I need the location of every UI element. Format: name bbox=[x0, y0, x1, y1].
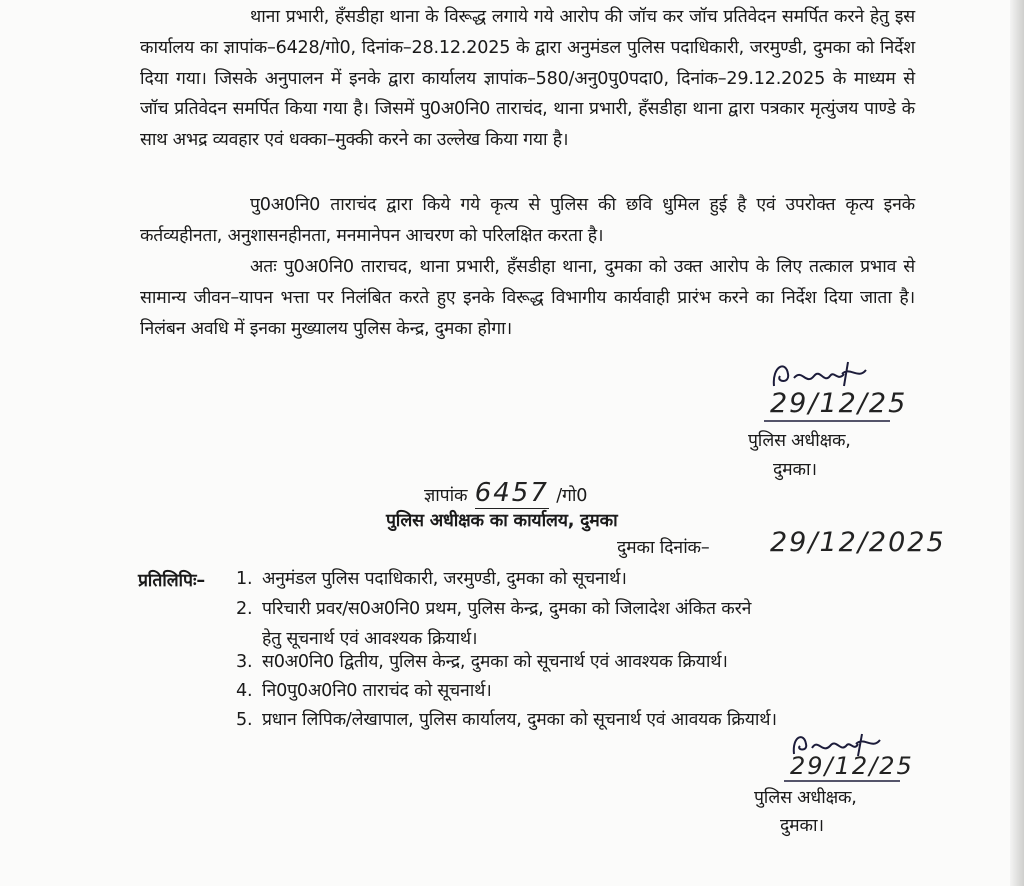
signature-date: 29/12/25 bbox=[790, 752, 914, 780]
memo-number-line bbox=[424, 478, 587, 509]
list-item: 1. अनुमंडल पुलिस पदाधिकारी, जरमुण्डी, दुमका को सूचनार्थ। bbox=[236, 569, 627, 589]
list-item: 3. स0अ0नि0 द्वितीय, पुलिस केन्द्र, दुमका को सूचनार्थ एवं आवश्यक क्रियार्थ। bbox=[236, 652, 728, 672]
list-item: 2. परिचारी प्रवर/स0अ0नि0 प्रथम, पुलिस केन्द्र, दुमका को जिलादेश अंकित करने हेतु सूचनार्थ एवं आवश्यक क्रियार्थ। bbox=[236, 599, 752, 649]
signature-scribble bbox=[768, 356, 878, 392]
paragraph-3: अतः पु0अ0नि0 ताराचद, थाना प्रभारी, हँसडीहा थाना, दुमका को उक्त आरोप के लिए तत्काल प्रभाव से सामान्य जीवन–यापन भत्ता पर निलंबित करते हुए इनके विरूद्ध विभागीय कार्यवाही प्रारंभ करने का निर्देश दिया जाता है। निलंबन अवधि में इनका मुख्यालय पुलिस केन्द्र, दुमका होगा। bbox=[140, 257, 915, 339]
signature-place: दुमका। bbox=[780, 816, 824, 836]
signature-underline bbox=[782, 778, 902, 784]
memo-prefix: ज्ञापांक bbox=[424, 486, 468, 506]
list-item: 5. प्रधान लिपिक/लेखापाल, पुलिस कार्यालय, दुमका को सूचनार्थ एवं आवयक क्रियार्थ। bbox=[236, 710, 777, 730]
signature-designation: पुलिस अधीक्षक, bbox=[748, 431, 851, 451]
signature-designation: पुलिस अधीक्षक, bbox=[754, 788, 857, 808]
office-title: पुलिस अधीक्षक का कार्यालय, दुमका bbox=[386, 511, 618, 531]
signature-date: 29/12/25 bbox=[770, 388, 908, 419]
copy-label: प्रतिलिपिः– bbox=[138, 571, 205, 591]
memo-number: 6457 bbox=[474, 478, 549, 508]
signature-underline bbox=[762, 418, 892, 424]
memo-date-label: दुमका दिनांक– bbox=[617, 538, 710, 558]
signature-place: दुमका। bbox=[773, 460, 817, 480]
paragraph-2: पु0अ0नि0 ताराचंद द्वारा किये गये कृत्य से पुलिस की छवि धुमिल हुई है एवं उपरोक्त कृत्य इनके कर्तव्यहीनता, अनुशासनहीनता, मनमानेपन आचरण को परिलक्षित करता है। bbox=[140, 195, 915, 246]
memo-suffix: /गो0 bbox=[556, 486, 588, 506]
list-item: 4. नि0पु0अ0नि0 ताराचंद को सूचनार्थ। bbox=[236, 681, 492, 701]
memo-date: 29/12/2025 bbox=[770, 527, 946, 558]
page-edge bbox=[1010, 0, 1024, 886]
paragraph-1: थाना प्रभारी, हँसडीहा थाना के विरूद्ध लगाये गये आरोप की जॉच कर जॉच प्रतिवेदन समर्पित करने हेतु इस कार्यालय का ज्ञापांक–6428/गो0, दिनांक–28.12.2025 के द्वारा अनुमंडल पुलिस पदाधिकारी, जरमुण्डी, दुमका को निर्देश दिया गया। जिसके अनुपालन में इनके द्वारा कार्यालय ज्ञापांक–580/अनु0पु0पदा0, दिनांक–29.12.2025 के माध्यम से जॉच प्रतिवेदन समर्पित किया गया है। जिसमें पु0अ0नि0 ताराचंद, थाना प्रभारी, हँसडीहा थाना द्वारा पत्रकार मृत्युंजय पाण्डे के साथ अभद्र व्यवहार एवं धक्का–मुक्की करने का उल्लेख किया गया है। bbox=[140, 7, 915, 151]
